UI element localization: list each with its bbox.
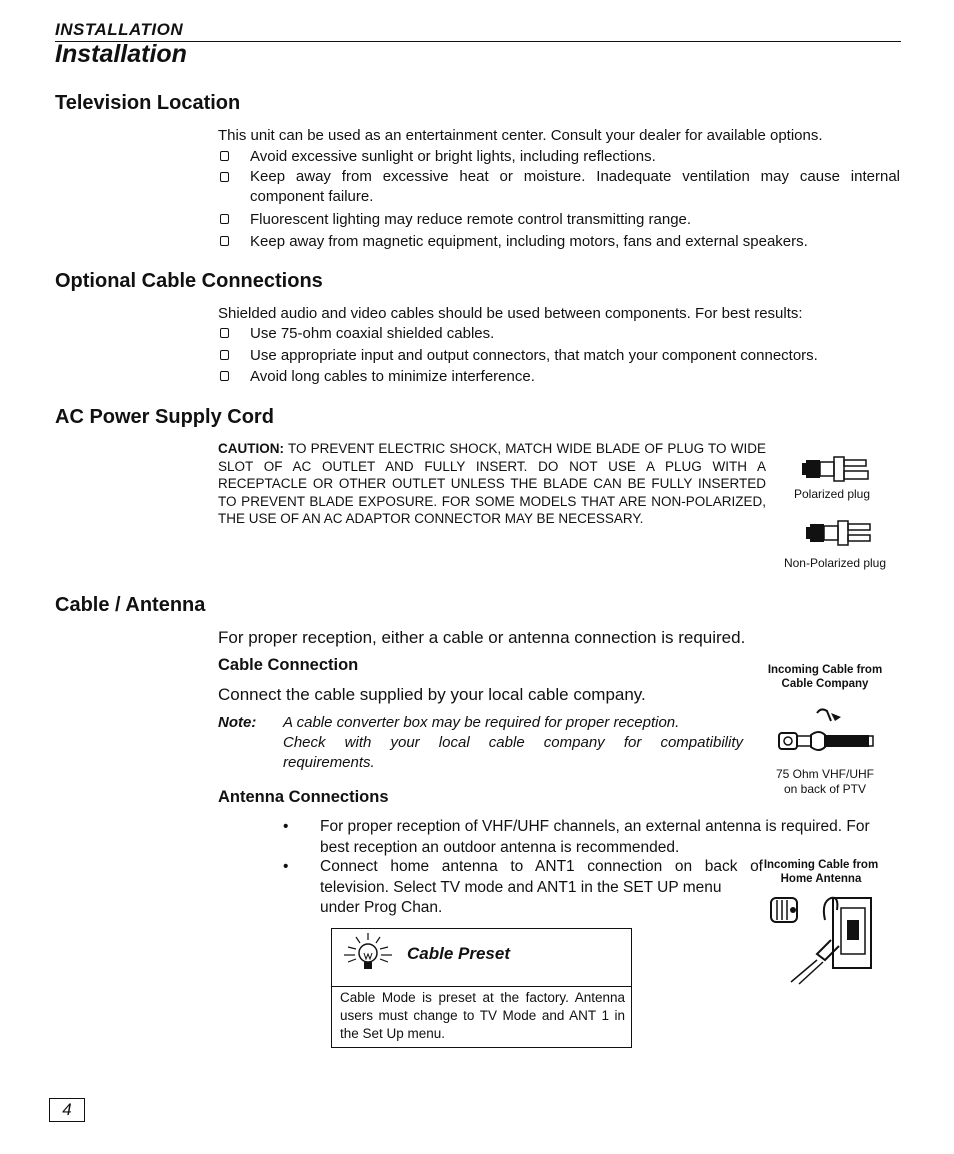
list-item bbox=[218, 167, 900, 207]
checkbox-bullet-icon bbox=[220, 328, 229, 338]
cable-connection-text: Connect the cable supplied by your local cable company. bbox=[218, 685, 646, 704]
list-item-text: For proper reception of VHF/UHF channels, an external antenna is required. For bbox=[320, 818, 870, 835]
tv-location-heading: Television Location bbox=[55, 92, 241, 114]
caption-line: Incoming Cable from bbox=[763, 859, 879, 871]
caption-line: Home Antenna bbox=[780, 873, 862, 885]
list-item bbox=[218, 146, 900, 167]
polarized-plug-icon bbox=[800, 454, 872, 484]
list-item bbox=[283, 817, 903, 858]
list-item-text: under Prog Chan. bbox=[320, 899, 443, 916]
cable-preset-box bbox=[331, 928, 632, 1048]
caution-text bbox=[218, 440, 766, 528]
antenna-connector-icon bbox=[765, 890, 877, 985]
bullet-dot-icon: • bbox=[283, 818, 289, 835]
bullet-dot-icon: • bbox=[283, 858, 289, 875]
divider bbox=[332, 986, 631, 987]
list-item bbox=[283, 857, 763, 919]
cable-preset-text: Cable Mode is preset at the factory. Antenna users must change to TV Mode and ANT 1 in the Set Up menu. bbox=[340, 990, 625, 1041]
caption-line: Incoming Cable from bbox=[767, 664, 883, 676]
list-item-text: Fluorescent lighting may reduce remote control transmitting range. bbox=[250, 211, 692, 228]
coax-cable-connector-icon bbox=[775, 705, 880, 760]
lightbulb-tip-icon bbox=[338, 931, 398, 977]
cable-preset-title: Cable Preset bbox=[407, 944, 510, 963]
list-item bbox=[218, 323, 900, 344]
incoming-cable-caption bbox=[755, 663, 895, 691]
note-line: requirements. bbox=[283, 754, 375, 771]
caption-line: Cable Company bbox=[781, 678, 869, 690]
polarized-plug-caption: Polarized plug bbox=[793, 487, 871, 501]
list-item bbox=[218, 345, 900, 366]
checkbox-bullet-icon bbox=[220, 371, 229, 381]
caution-body: TO PREVENT ELECTRIC SHOCK, MATCH WIDE BLADE OF PLUG TO WIDE SLOT OF AC OUTLET AND FULLY INSERT. DO NOT USE A PLUG WITH A RECEPTACLE OR OTHER OUTLET UNLESS THE BLADE CAN BE FULLY INSERTED TO PREVENT BLADE EXPOSURE. FOR SOME MODELS THAT ARE NON-POLARIZED, THE USE OF AN AC ADAPTOR CONNECTOR MAY BE NECESSARY. bbox=[218, 441, 766, 526]
home-antenna-caption bbox=[752, 858, 890, 886]
list-item-text: Keep away from magnetic equipment, including motors, fans and external speakers. bbox=[250, 233, 808, 250]
note-line: Check with your local cable company for compatibility bbox=[283, 734, 743, 751]
ac-power-heading: AC Power Supply Cord bbox=[55, 406, 274, 428]
tv-location-intro: This unit can be used as an entertainment center. Consult your dealer for available options. bbox=[218, 127, 823, 144]
caption-line: on back of PTV bbox=[783, 782, 867, 796]
section-label: INSTALLATION bbox=[55, 20, 184, 39]
checkbox-bullet-icon bbox=[220, 172, 229, 182]
note-label: Note: bbox=[218, 714, 257, 731]
list-item-text: Keep away from excessive heat or moisture. Inadequate ventilation may cause internal component failure. bbox=[250, 168, 900, 205]
vhf-uhf-caption bbox=[760, 767, 890, 797]
caption-line: 75 Ohm VHF/UHF bbox=[775, 767, 874, 781]
list-item-text: television. Select TV mode and ANT1 in the SET UP menu bbox=[320, 878, 722, 896]
list-item-text: Avoid long cables to minimize interference. bbox=[250, 368, 535, 385]
cable-antenna-intro: For proper reception, either a cable or antenna connection is required. bbox=[218, 628, 746, 647]
checkbox-bullet-icon bbox=[220, 350, 229, 360]
checkbox-bullet-icon bbox=[220, 151, 229, 161]
caution-label: CAUTION: bbox=[218, 441, 284, 456]
page-title: Installation bbox=[55, 40, 187, 68]
list-item-text: best reception an outdoor antenna is recommended. bbox=[320, 838, 680, 856]
page-number: 4 bbox=[49, 1098, 85, 1122]
list-item bbox=[218, 231, 900, 252]
cable-connection-heading: Cable Connection bbox=[218, 656, 359, 674]
list-item bbox=[218, 209, 900, 230]
note-line: A cable converter box may be required for proper reception. bbox=[283, 714, 680, 731]
list-item-text: Connect home antenna to ANT1 connection on back of bbox=[320, 858, 763, 875]
cable-connections-heading: Optional Cable Connections bbox=[55, 270, 323, 292]
non-polarized-plug-caption: Non-Polarized plug bbox=[783, 556, 887, 570]
cable-connections-intro: Shielded audio and video cables should be used between components. For best results: bbox=[218, 305, 803, 322]
checkbox-bullet-icon bbox=[220, 214, 229, 224]
antenna-connections-heading: Antenna Connections bbox=[218, 788, 389, 806]
checkbox-bullet-icon bbox=[220, 236, 229, 246]
list-item-text: Use 75-ohm coaxial shielded cables. bbox=[250, 325, 495, 342]
list-item-text: Avoid excessive sunlight or bright lights, including reflections. bbox=[250, 148, 656, 165]
cable-antenna-heading: Cable / Antenna bbox=[55, 594, 206, 616]
non-polarized-plug-icon bbox=[804, 518, 876, 548]
list-item-text: Use appropriate input and output connectors, that match your component connectors. bbox=[250, 347, 818, 364]
list-item bbox=[218, 366, 900, 387]
